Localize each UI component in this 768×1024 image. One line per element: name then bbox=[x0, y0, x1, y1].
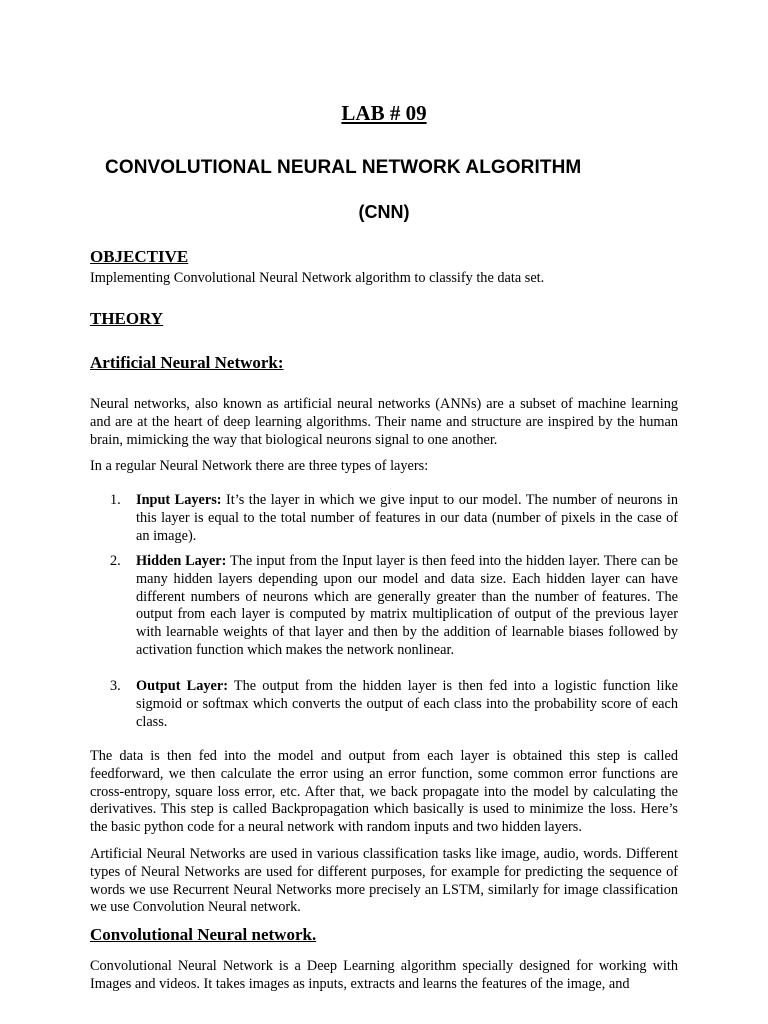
cnn-heading: Convolutional Neural network. bbox=[90, 925, 317, 944]
list-number: 3. bbox=[110, 678, 121, 694]
list-item-text: It’s the layer in which we give input to our model. The number of neurons in this layer is equal to the total number of features in our data (number of pixels in the case of an image). bbox=[136, 492, 678, 544]
list-item-title: Hidden Layer: bbox=[136, 553, 227, 569]
theory-heading: THEORY bbox=[90, 309, 164, 328]
sub-title: (CNN) bbox=[358, 202, 410, 222]
lab-title: LAB # 09 bbox=[341, 101, 427, 125]
ann-paragraph-4: Artificial Neural Networks are used in various classification tasks like image, audio, words. Different types of Neural Networks are used for different purposes, for example for predicting the sequence of words we use Recurrent Neural Networks more precisely an LSTM, similarly for image classification we use Convolution Neural network. bbox=[90, 846, 678, 916]
cnn-paragraph-1: Convolutional Neural Network is a Deep Learning algorithm specially designed for working with Images and videos. It takes images as inputs, extracts and learns the features of the image, and bbox=[90, 958, 678, 992]
list-item-title: Input Layers: bbox=[136, 492, 222, 508]
list-number: 2. bbox=[110, 553, 121, 569]
list-item-hidden-layer bbox=[110, 553, 678, 660]
list-number: 1. bbox=[110, 492, 121, 508]
main-title: CONVOLUTIONAL NEURAL NETWORK ALGORITHM bbox=[105, 157, 582, 178]
ann-paragraph-1: Neural networks, also known as artificial neural networks (ANNs) are a subset of machine learning and are at the heart of deep learning algorithms. Their name and structure are inspired by the human brain, mimicking the way that biological neurons signal to one another. bbox=[90, 396, 678, 448]
list-item-text: The input from the Input layer is then feed into the hidden layer. There can be many hidden layers depending upon our model and data size. Each hidden layer can have different numbers of neurons which are generally greater than the number of features. The output from each layer is computed by matrix multiplication of output of the previous layer with learnable weights of that layer and then by the addition of learnable biases followed by activation function which makes the network nonlinear. bbox=[136, 553, 678, 658]
list-item-text: The output from the hidden layer is then fed into a logistic function like sigmoid or softmax which converts the output of each class into the probability score of each class. bbox=[136, 678, 678, 730]
list-item-title: Output Layer: bbox=[136, 678, 228, 694]
ann-paragraph-2: In a regular Neural Network there are three types of layers: bbox=[90, 458, 429, 474]
ann-paragraph-3: The data is then fed into the model and output from each layer is obtained this step is called feedforward, we then calculate the error using an error function, some common error functions are cross-entropy, square loss error, etc. After that, we back propagate into the model by calculating the derivatives. This step is called Backpropagation which basically is used to minimize the loss. Here’s the basic python code for a neural network with random inputs and two hidden layers. bbox=[90, 748, 678, 836]
list-item-output-layer bbox=[110, 678, 678, 731]
list-item-input-layer bbox=[110, 492, 678, 545]
ann-heading: Artificial Neural Network: bbox=[90, 353, 284, 372]
objective-heading: OBJECTIVE bbox=[90, 247, 189, 266]
objective-text: Implementing Convolutional Neural Network algorithm to classify the data set. bbox=[90, 270, 545, 286]
